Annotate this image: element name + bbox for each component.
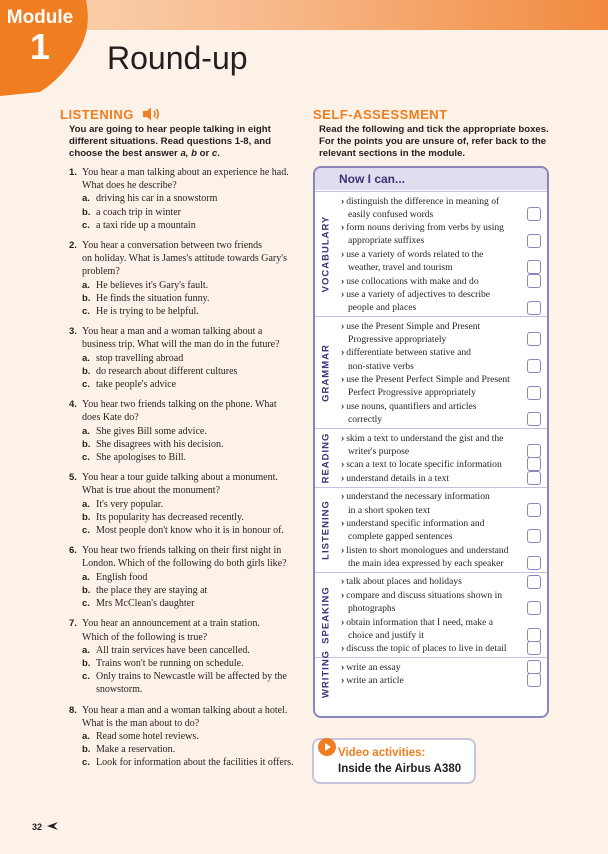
listening-intro — [69, 124, 301, 159]
assessment-item-text: people and places — [348, 302, 417, 314]
bullet-arrow-icon: › — [341, 432, 345, 444]
option-text-line: take people's advice — [96, 379, 177, 391]
answer-option[interactable] — [82, 597, 297, 610]
assessment-item-line — [341, 616, 524, 629]
option-text-line: She gives Bill some advice. — [96, 425, 207, 437]
assessment-item — [341, 288, 524, 314]
assessment-item-line — [341, 661, 524, 674]
assessment-section — [315, 428, 547, 487]
section-label-text: GRAMMAR — [320, 343, 332, 402]
assessment-item-text: write an essay — [346, 661, 401, 673]
page-number: 32 — [32, 822, 43, 832]
assessment-item-line — [341, 445, 524, 458]
assessment-item-text: use nouns, quantifiers and articles — [346, 400, 477, 412]
option-letter: b. — [82, 657, 91, 669]
module-number: 1 — [29, 26, 51, 67]
bullet-arrow-icon: › — [341, 347, 345, 359]
module-badge-text — [0, 8, 80, 66]
option-text-line: Only trains to Newcastle will be affected by the — [96, 671, 287, 683]
option-text-line: He is trying to be helpful. — [96, 306, 199, 318]
assessment-item-line — [341, 301, 524, 314]
option-letter: c. — [82, 757, 90, 769]
answer-option[interactable] — [82, 438, 297, 451]
option-text-line: Its popularity has decreased recently. — [96, 511, 244, 523]
assessment-item-line — [341, 458, 524, 471]
self-assessment-panel — [313, 166, 549, 718]
question-text-line: Which of the following is true? — [82, 631, 208, 643]
option-letter: c. — [82, 219, 90, 231]
assessment-item-text: use the Present Simple and Present — [346, 320, 481, 332]
listening-intro-line: choose the best answer a, b or c. — [69, 147, 220, 159]
assessment-item-text: photographs — [348, 603, 396, 615]
tick-checkbox[interactable] — [527, 234, 541, 248]
assessment-item-text: Progressive appropriately — [348, 334, 447, 345]
tick-checkbox[interactable] — [527, 332, 541, 346]
assessment-item-text: understand specific information and — [346, 517, 485, 529]
bullet-arrow-icon: › — [341, 544, 345, 556]
option-letter: b. — [82, 438, 91, 450]
assessment-item-text: use the Present Perfect Simple and Present — [346, 374, 510, 386]
assessment-item-text: use collocations with make and do — [346, 275, 479, 287]
assessment-item-text: use a variety of adjectives to describe — [346, 289, 491, 301]
assessment-item-line — [341, 472, 524, 485]
answer-option[interactable] — [82, 365, 297, 378]
assessment-item-line — [341, 373, 524, 386]
assessment-item-text: use a variety of words related to the — [346, 248, 484, 260]
option-letter: c. — [82, 379, 90, 391]
assessment-item-text: Perfect Progressive appropriately — [348, 387, 476, 399]
assessment-item-text: the main idea expressed by each speaker — [348, 557, 504, 569]
option-letter: a. — [82, 730, 90, 742]
assessment-item-line — [341, 234, 524, 247]
option-letter: b. — [82, 292, 91, 304]
assessment-item-line — [341, 589, 524, 602]
page-title: Round-up — [107, 40, 248, 76]
bullet-arrow-icon: › — [341, 661, 345, 673]
assessment-item-line — [341, 386, 524, 399]
assessment-section — [315, 487, 547, 572]
listening-heading — [60, 107, 162, 122]
assessment-item-text: obtain information that I need, make a — [346, 616, 493, 628]
assessment-item — [341, 320, 524, 346]
option-letter: b. — [82, 584, 91, 596]
assessment-item — [341, 248, 524, 274]
tick-checkbox[interactable] — [527, 628, 541, 642]
tick-checkbox[interactable] — [527, 471, 541, 485]
question-number: 4. — [69, 399, 77, 411]
assessment-item — [341, 544, 524, 570]
assessment-item-line — [341, 413, 524, 426]
question-item — [69, 325, 297, 391]
bullet-arrow-icon: › — [341, 374, 345, 386]
assessment-item-text: easily confused words — [348, 208, 434, 220]
self-assessment-intro — [319, 124, 551, 159]
assessment-item-line — [341, 346, 524, 359]
question-number: 8. — [69, 704, 77, 716]
assessment-item-line — [341, 288, 524, 301]
assessment-item-text: writer's purpose — [348, 445, 410, 457]
assessment-item-text: appropriate suffixes — [348, 235, 425, 247]
assessment-item-line — [341, 432, 524, 445]
video-activities-box[interactable] — [312, 738, 476, 784]
option-text-line: the place they are staying at — [96, 584, 208, 596]
assessment-item-line — [341, 557, 524, 570]
option-letter: b. — [82, 365, 91, 377]
assessment-item-text: weather, travel and tourism — [348, 262, 453, 274]
question-number: 1. — [69, 167, 77, 178]
option-text-line: He finds the situation funny. — [96, 292, 210, 304]
tick-checkbox[interactable] — [527, 660, 541, 674]
assessment-item-line — [341, 221, 524, 234]
bullet-arrow-icon: › — [341, 517, 345, 529]
answer-option[interactable] — [82, 219, 297, 232]
assessment-item-line — [341, 642, 524, 655]
self-assessment-intro-line: relevant sections in the module. — [319, 147, 466, 159]
answer-option[interactable] — [82, 305, 297, 318]
assessment-item-line — [341, 261, 524, 274]
option-letter: a. — [82, 498, 90, 510]
self-assessment-intro-line: For the points you are unsure of, refer back to the — [319, 135, 547, 147]
assessment-item-line — [341, 248, 524, 261]
self-assessment-intro-line: Read the following and tick the appropriate boxes. — [319, 124, 549, 135]
tick-checkbox[interactable] — [527, 274, 541, 288]
assessment-section — [315, 316, 547, 428]
assessment-item — [341, 517, 524, 543]
tick-checkbox[interactable] — [527, 301, 541, 315]
option-text-line: Look for information about the facilities it offers. — [96, 757, 294, 769]
assessment-item-text: non-stative verbs — [348, 360, 414, 372]
bullet-arrow-icon: › — [341, 643, 345, 655]
answer-option[interactable] — [82, 571, 297, 584]
option-letter: c. — [82, 452, 90, 464]
tick-checkbox[interactable] — [527, 260, 541, 274]
tick-checkbox[interactable] — [527, 457, 541, 471]
tick-checkbox[interactable] — [527, 359, 541, 373]
assessment-item-line — [341, 504, 524, 517]
option-letter: a. — [82, 425, 90, 437]
assessment-item-line — [341, 674, 524, 687]
question-text-line: You hear two friends talking on their first night in — [82, 545, 282, 557]
assessment-item — [341, 490, 524, 516]
question-number: 2. — [69, 240, 77, 252]
tick-checkbox[interactable] — [527, 641, 541, 655]
section-label — [315, 573, 337, 657]
assessment-section — [315, 572, 547, 657]
assessment-item — [341, 221, 524, 247]
question-text-line: You hear a man and a woman talking about a hotel. — [82, 704, 288, 716]
option-text-line: Most people don't know who it is in honour of. — [96, 525, 284, 537]
answer-option[interactable] — [82, 743, 297, 756]
audio-icon[interactable] — [142, 107, 162, 121]
question-text-line: You hear a man talking about an experience he had. — [82, 167, 289, 178]
question-text-line: You hear an announcement at a train station. — [82, 618, 260, 630]
option-letter: b. — [82, 511, 91, 523]
option-letter: c. — [82, 306, 90, 318]
bullet-arrow-icon: › — [341, 222, 345, 234]
question-text-line: What is true about the monument? — [82, 485, 221, 497]
listening-intro-line: You are going to hear people talking in eight — [69, 124, 271, 135]
answer-option[interactable] — [82, 756, 297, 769]
option-text-line: stop travelling abroad — [96, 352, 184, 364]
question-number: 3. — [69, 326, 77, 338]
assessment-item-text: distinguish the difference in meaning of — [346, 195, 500, 207]
bullet-arrow-icon: › — [341, 459, 345, 471]
answer-option[interactable] — [82, 644, 297, 657]
option-letter: a. — [82, 193, 90, 205]
assessment-item-text: talk about places and holidays — [346, 576, 462, 588]
question-text-line: on holiday. What is James's attitude towards Gary's — [82, 253, 287, 265]
page-arrow-icon — [45, 821, 59, 831]
option-text-line: Trains won't be running on schedule. — [96, 657, 244, 669]
answer-option[interactable] — [82, 378, 297, 391]
assessment-item-line — [341, 360, 524, 373]
question-item — [69, 471, 297, 537]
tick-checkbox[interactable] — [527, 529, 541, 543]
assessment-item-text: understand the necessary information — [346, 491, 490, 503]
option-text-line: driving his car in a snowstorm — [96, 193, 218, 205]
tick-checkbox[interactable] — [527, 412, 541, 426]
option-text-line: Make a reservation. — [96, 744, 176, 756]
section-label-text: VOCABULARY — [320, 215, 332, 293]
question-text-line: What does he describe? — [82, 180, 177, 192]
option-letter: c. — [82, 671, 90, 683]
bullet-arrow-icon: › — [341, 616, 345, 628]
answer-option[interactable] — [82, 657, 297, 670]
assessment-item — [341, 346, 524, 372]
question-text-line: problem? — [82, 266, 120, 278]
assessment-item-text: correctly — [348, 414, 383, 426]
assessment-item — [341, 589, 524, 615]
assessment-item-text: form nouns deriving from verbs by using — [346, 222, 504, 234]
assessment-item-line — [341, 195, 524, 208]
option-text-line: She apologises to Bill. — [96, 452, 186, 464]
question-text-line: What is the man about to do? — [82, 717, 200, 729]
assessment-item — [341, 661, 524, 674]
answer-option[interactable] — [82, 524, 297, 537]
tick-checkbox[interactable] — [527, 444, 541, 458]
assessment-item — [341, 472, 524, 485]
option-text-line: do research about different cultures — [96, 365, 238, 377]
assessment-item — [341, 458, 524, 471]
bullet-arrow-icon: › — [341, 195, 345, 207]
video-subtitle: Inside the Airbus A380 — [338, 763, 462, 775]
question-number: 6. — [69, 545, 77, 557]
section-label — [315, 649, 337, 698]
question-text-line: You hear a man and a woman talking about a — [82, 326, 263, 338]
section-label — [315, 192, 337, 316]
option-text-line: English food — [96, 571, 148, 583]
section-label — [315, 429, 337, 487]
bullet-arrow-icon: › — [341, 275, 345, 287]
play-icon[interactable] — [318, 738, 336, 756]
assessment-item-text: understand details in a text — [346, 472, 450, 484]
option-text-line: a coach trip in winter — [96, 206, 181, 218]
bullet-arrow-icon: › — [341, 248, 345, 260]
option-text-line: Read some hotel reviews. — [96, 730, 199, 742]
assessment-item — [341, 432, 524, 458]
panel-title: Now I can... — [315, 168, 547, 190]
assessment-item — [341, 400, 524, 426]
module-label: Module — [6, 7, 74, 28]
assessment-item — [341, 642, 524, 655]
bullet-arrow-icon: › — [341, 472, 345, 484]
option-text-line: snowstorm. — [96, 684, 143, 696]
answer-option[interactable] — [82, 670, 297, 696]
assessment-item — [341, 674, 524, 687]
option-letter: a. — [82, 352, 90, 364]
bullet-arrow-icon: › — [341, 289, 345, 301]
section-label — [315, 317, 337, 428]
assessment-item-line — [341, 602, 524, 615]
assessment-item-text: scan a text to locate specific information — [346, 459, 502, 471]
assessment-item — [341, 575, 524, 588]
assessment-item-text: discuss the topic of places to live in detail — [346, 643, 507, 655]
option-text-line: He believes it's Gary's fault. — [96, 279, 209, 291]
tick-checkbox[interactable] — [527, 386, 541, 400]
option-text-line: She disagrees with his decision. — [96, 438, 224, 450]
question-item — [69, 166, 297, 232]
question-text-line: You hear a tour guide talking about a monument. — [82, 472, 278, 484]
tick-checkbox[interactable] — [527, 673, 541, 687]
assessment-item-line — [341, 544, 524, 557]
option-text-line: a taxi ride up a mountain — [96, 219, 196, 231]
self-assessment-heading: SELF-ASSESSMENT — [313, 107, 448, 122]
listening-questions — [69, 166, 297, 777]
answer-option[interactable] — [82, 192, 297, 205]
question-item — [69, 617, 297, 696]
bullet-arrow-icon: › — [341, 491, 345, 503]
answer-option[interactable] — [82, 730, 297, 743]
assessment-item-line — [341, 400, 524, 413]
section-label — [315, 488, 337, 572]
question-text-line: does Kate do? — [82, 412, 139, 424]
assessment-item-line — [341, 490, 524, 503]
question-number: 5. — [69, 472, 77, 484]
question-item — [69, 239, 297, 318]
question-number: 7. — [69, 618, 77, 630]
video-title: Video activities: — [338, 747, 426, 759]
assessment-item — [341, 373, 524, 399]
listening-heading-text: LISTENING — [60, 107, 134, 122]
tick-checkbox[interactable] — [527, 556, 541, 570]
option-letter: a. — [82, 279, 90, 291]
assessment-item-line — [341, 530, 524, 543]
assessment-item — [341, 616, 524, 642]
assessment-item-text: skim a text to understand the gist and the — [346, 432, 504, 444]
answer-option[interactable] — [82, 279, 297, 292]
assessment-item-text: differentiate between stative and — [346, 347, 471, 359]
assessment-item-line — [341, 517, 524, 530]
answer-option[interactable] — [82, 425, 297, 438]
question-item — [69, 398, 297, 464]
assessment-item-text: compare and discuss situations shown in — [346, 589, 503, 601]
assessment-item-line — [341, 629, 524, 642]
listening-intro-line: different situations. Read questions 1-8, and — [69, 135, 272, 147]
option-text-line: It's very popular. — [96, 498, 164, 510]
assessment-item-line — [341, 333, 524, 346]
option-text-line: Mrs McClean's daughter — [96, 598, 195, 610]
assessment-item — [341, 195, 524, 221]
answer-option[interactable] — [82, 292, 297, 305]
assessment-section — [315, 191, 547, 316]
question-item — [69, 544, 297, 610]
option-letter: a. — [82, 644, 90, 656]
assessment-item-text: listen to short monologues and understand — [346, 544, 509, 556]
option-letter: c. — [82, 525, 90, 537]
question-text-line: business trip. What will the man do in the future? — [82, 339, 280, 351]
answer-option[interactable] — [82, 498, 297, 511]
question-text-line: You hear two friends talking on the phone. What — [82, 399, 277, 411]
bullet-arrow-icon: › — [341, 320, 345, 332]
answer-option[interactable] — [82, 352, 297, 365]
assessment-item-line — [341, 575, 524, 588]
assessment-item-line — [341, 208, 524, 221]
option-text-line: All train services have been cancelled. — [96, 644, 250, 656]
tick-checkbox[interactable] — [527, 503, 541, 517]
question-text-line: You hear a conversation between two friends — [82, 240, 263, 252]
question-text-line: London. Which of the following do both girls like? — [82, 558, 287, 570]
assessment-item-text: in a short spoken text — [348, 504, 431, 516]
assessment-item-text: choice and justify it — [348, 629, 424, 641]
assessment-item-text: write an article — [346, 675, 404, 687]
answer-option[interactable] — [82, 584, 297, 597]
assessment-item-line — [341, 320, 524, 333]
tick-checkbox[interactable] — [527, 207, 541, 221]
option-letter: a. — [82, 571, 90, 583]
section-label-text: WRITING — [320, 649, 332, 698]
bullet-arrow-icon: › — [341, 675, 345, 687]
bullet-arrow-icon: › — [341, 576, 345, 588]
answer-option[interactable] — [82, 206, 297, 219]
assessment-item-text: complete gapped sentences — [348, 531, 453, 543]
answer-option[interactable] — [82, 451, 297, 464]
question-item — [69, 704, 297, 770]
bullet-arrow-icon: › — [341, 400, 345, 412]
tick-checkbox[interactable] — [527, 575, 541, 589]
answer-option[interactable] — [82, 511, 297, 524]
option-letter: c. — [82, 598, 90, 610]
section-label-text: LISTENING — [320, 500, 332, 560]
option-letter: b. — [82, 206, 91, 218]
section-label-text: SPEAKING — [320, 586, 332, 644]
assessment-item-line — [341, 275, 524, 288]
option-letter: b. — [82, 744, 91, 756]
bullet-arrow-icon: › — [341, 589, 345, 601]
tick-checkbox[interactable] — [527, 601, 541, 615]
section-label-text: READING — [320, 432, 332, 484]
assessment-item — [341, 275, 524, 288]
